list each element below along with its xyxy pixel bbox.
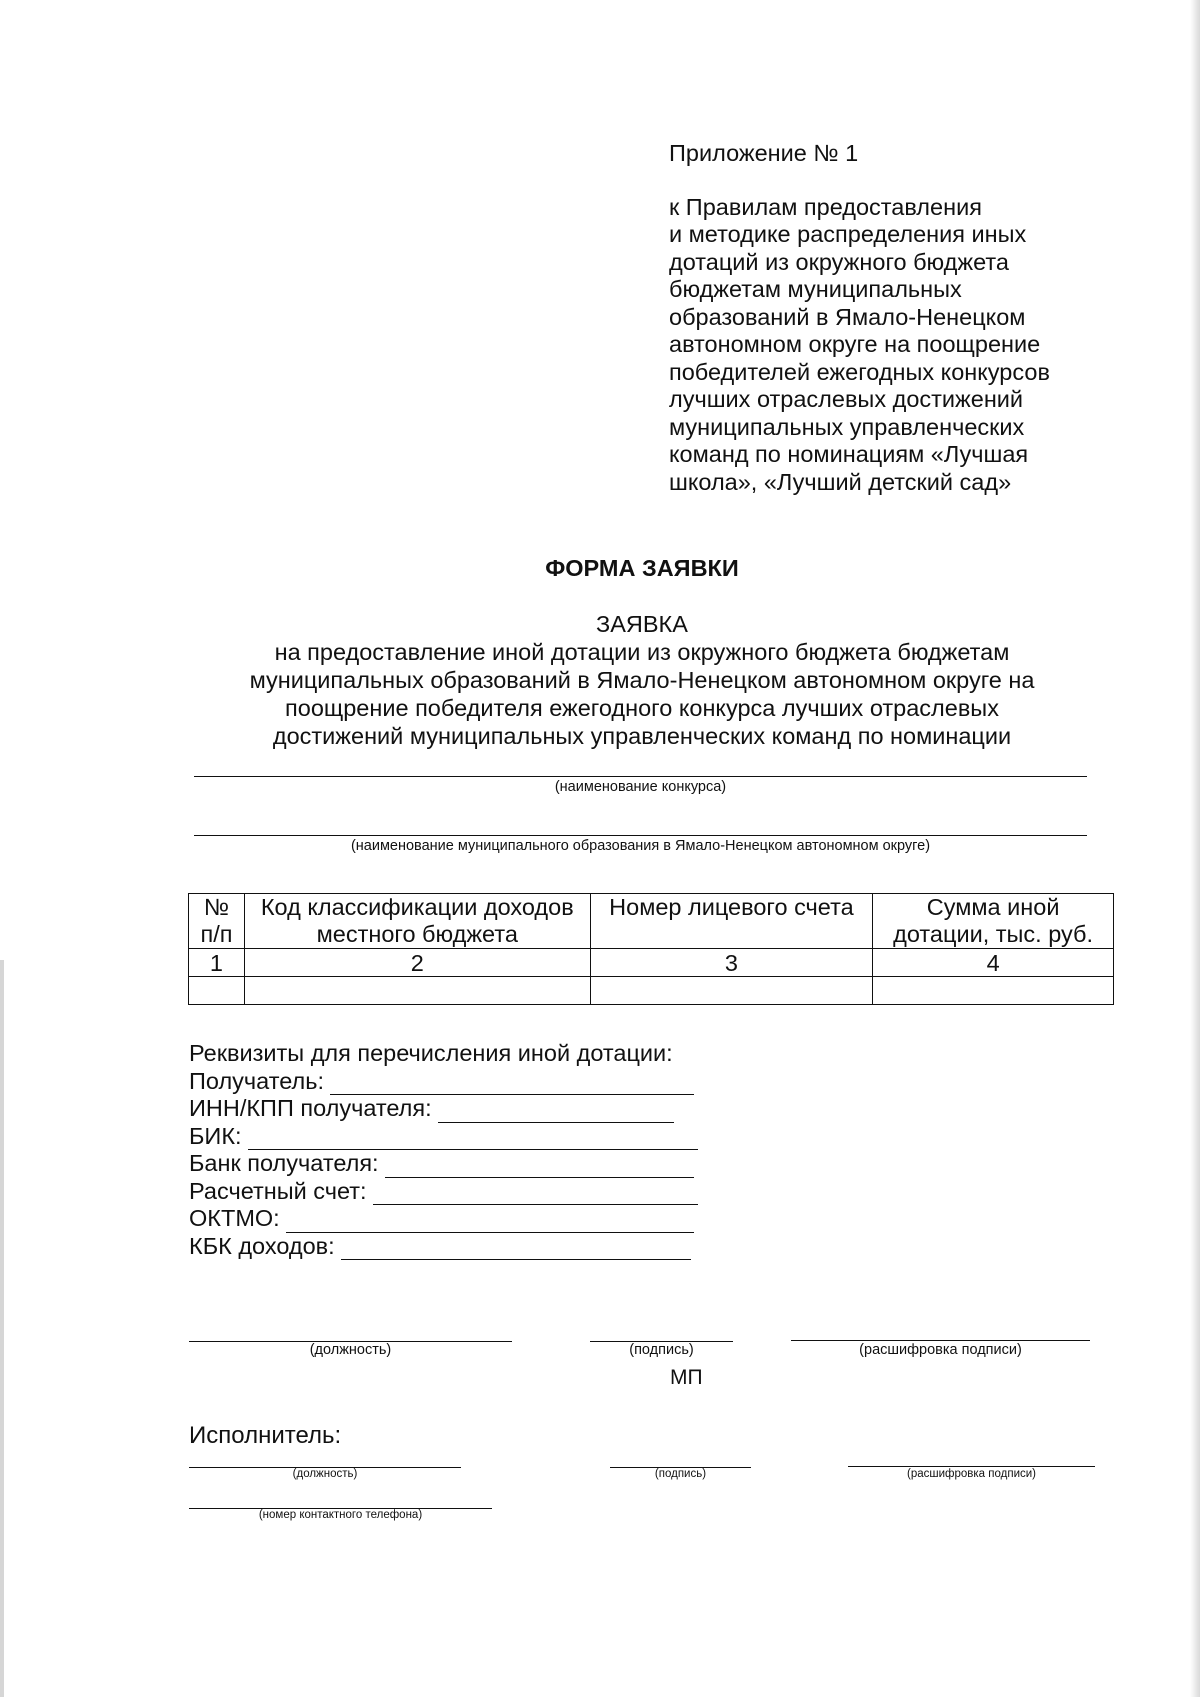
executor-label: Исполнитель: [189, 1422, 342, 1449]
requisite-row [189, 1205, 698, 1233]
dotation-table [188, 893, 1114, 1005]
appendix-title: Приложение № 1 [669, 140, 859, 166]
appendix-line: и методике распределения иных [669, 221, 1027, 247]
table-cell-empty[interactable] [189, 977, 245, 1005]
municipality-name-caption: (наименование муниципального образования в Ямало-Ненецком автономном округе) [350, 838, 931, 854]
table-cell: 1 [189, 949, 245, 977]
requisite-fill-line[interactable] [248, 1127, 698, 1150]
header-line: Номер лицевого счета [609, 894, 854, 920]
requisite-row [189, 1150, 698, 1178]
application-line: достижений муниципальных управленческих команд по номинации [272, 723, 1012, 749]
appendix-text [669, 194, 1129, 497]
signature-decoding-caption: (расшифровка подписи) [859, 1342, 1022, 1358]
executor-sign-caption: (подпись) [654, 1468, 707, 1480]
appendix-line: лучших отраслевых достижений [669, 386, 1024, 412]
requisite-label: Получатель: [189, 1067, 324, 1094]
table-header-code [244, 894, 590, 949]
header-line: Код классификации доходов [260, 894, 574, 920]
appendix-line: бюджетам муниципальных [669, 276, 962, 302]
scan-edge-left [0, 960, 4, 1697]
municipality-name-line[interactable] [194, 835, 1087, 836]
appendix-line: автономном округе на поощрение [669, 331, 1041, 357]
header-line: Сумма иной [926, 894, 1060, 920]
table-cell: 2 [244, 949, 590, 977]
stamp-place-label: МП [670, 1366, 703, 1389]
table-header-number [189, 894, 245, 949]
signature-decoding-line[interactable] [791, 1340, 1090, 1341]
table-cell-empty[interactable] [873, 977, 1114, 1005]
table-cell-empty[interactable] [244, 977, 590, 1005]
requisite-row [189, 1233, 698, 1261]
application-title: ЗАЯВКА [596, 611, 688, 637]
signature-position-caption: (должность) [309, 1342, 392, 1358]
application-line: поощрение победителя ежегодного конкурса лучших отраслевых [285, 695, 999, 721]
executor-phone-caption: (номер контактного телефона) [258, 1509, 423, 1521]
application-line: муниципальных образований в Ямало-Ненецком автономном округе на [249, 667, 1035, 693]
appendix-line: образований в Ямало-Ненецком [669, 303, 1026, 330]
requisite-label: Расчетный счет: [189, 1177, 367, 1204]
requisite-label: ИНН/КПП получателя: [189, 1095, 432, 1121]
appendix-block [669, 140, 1129, 496]
table-numbering-row [189, 949, 1114, 977]
table-row [189, 977, 1114, 1005]
requisite-fill-line[interactable] [286, 1210, 694, 1233]
appendix-line: муниципальных управленческих [669, 413, 1025, 440]
table-header-row [189, 894, 1114, 949]
application-line: на предоставление иной дотации из окружного бюджета бюджетам [274, 639, 1010, 665]
application-block [0, 610, 1200, 750]
header-line: № [203, 894, 230, 920]
executor-position-caption: (должность) [292, 1468, 358, 1480]
header-line: местного бюджета [316, 921, 518, 947]
requisites-title: Реквизиты для перечисления иной дотации: [189, 1040, 673, 1066]
table-header-sum [873, 894, 1114, 949]
table-cell-empty[interactable] [590, 977, 873, 1005]
requisite-fill-line[interactable] [438, 1100, 674, 1123]
requisite-label: ОКТМО: [189, 1205, 280, 1231]
scan-edge-right [1190, 0, 1200, 1697]
requisite-label: КБК доходов: [189, 1232, 335, 1259]
appendix-line: дотаций из окружного бюджета [669, 248, 1009, 275]
appendix-line: школа», «Лучший детский сад» [669, 468, 1012, 495]
requisite-row [189, 1068, 698, 1096]
table-cell: 4 [873, 949, 1114, 977]
requisite-label: Банк получателя: [189, 1150, 379, 1176]
requisite-fill-line[interactable] [373, 1182, 698, 1205]
table-cell: 3 [590, 949, 873, 977]
requisite-fill-line[interactable] [330, 1072, 694, 1095]
header-line: дотации, тыс. руб. [893, 921, 1094, 947]
table-header-account [590, 894, 873, 949]
form-heading: ФОРМА ЗАЯВКИ [545, 555, 739, 581]
requisites-block [189, 1040, 698, 1260]
requisite-fill-line[interactable] [385, 1155, 694, 1178]
requisite-fill-line[interactable] [341, 1237, 691, 1260]
executor-decoding-caption: (расшифровка подписи) [907, 1468, 1036, 1480]
requisite-row [189, 1178, 698, 1206]
header-line: п/п [200, 921, 233, 947]
appendix-line: победителей ежегодных конкурсов [669, 358, 1050, 385]
signature-sign-caption: (подпись) [629, 1342, 694, 1358]
appendix-line: к Правилам предоставления [669, 193, 982, 220]
executor-decoding-line[interactable] [848, 1466, 1095, 1467]
contest-name-caption: (наименование конкурса) [554, 779, 727, 795]
requisite-label: БИК: [189, 1122, 242, 1149]
requisite-row [189, 1095, 698, 1123]
requisite-row [189, 1123, 698, 1151]
appendix-line: команд по номинациям «Лучшая [669, 441, 1029, 467]
contest-name-line[interactable] [194, 776, 1087, 777]
